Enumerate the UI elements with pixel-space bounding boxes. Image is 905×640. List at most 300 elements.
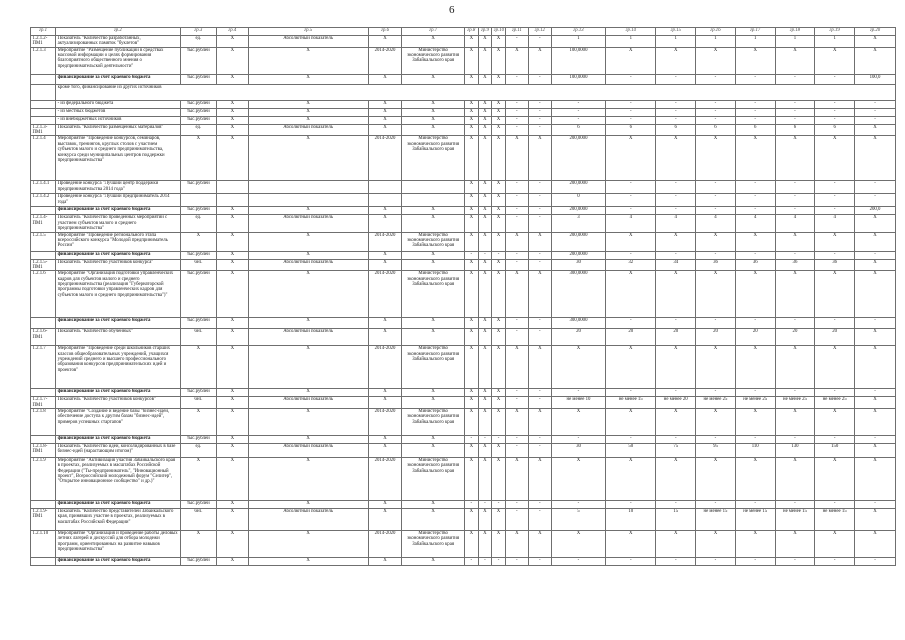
cell-value: не менее 25 [775, 397, 815, 409]
cell-value: X [478, 136, 492, 181]
cell-value: X [505, 457, 528, 500]
cell-name: Мероприятие "Создание и ведение базы "бизнес-идей, обеспечение доступа к другим базам "бизнес-идей", примеров успешных стартапов" [56, 408, 180, 435]
cell-value: тыс.рублей [180, 100, 217, 108]
cell-value: - [696, 251, 736, 259]
cell-value: тыс.рублей [180, 557, 217, 565]
cell-value: 2014-2020 [368, 408, 401, 435]
cell-value: X [465, 124, 479, 136]
cell-value: X [478, 508, 492, 530]
cell-value: X [775, 136, 815, 181]
cell-value: X [855, 457, 896, 500]
cell-value: X [656, 47, 696, 74]
cell-value: - [815, 194, 855, 207]
cell-value: X [492, 116, 506, 124]
table-row [31, 408, 896, 435]
cell-value: X [478, 207, 492, 215]
cell-value: тыс.рублей [180, 108, 217, 116]
cell-code: 1.2.1.7 [31, 346, 56, 389]
cell-value: - [735, 251, 775, 259]
cell-name: Мероприятие "Активизация участия Забайкальского края в проектах, реализуемых в масштабах Российской Федерации ("Ты-предприниматель", "Инновационный проект", Всероссийский молодежный форум "Селигер", "Открытое инновационное сообщество" и др.)" [56, 457, 180, 500]
cell-value: - [505, 500, 528, 508]
cell-name: Мероприятие "Проведение регионального этапа всероссийского конкурса "Молодой предприниматель России" [56, 232, 180, 251]
cell-value: X [465, 108, 479, 116]
cell-value: X [492, 36, 506, 48]
cell-value: X [735, 530, 775, 557]
cell-value: X [696, 408, 736, 435]
cell-value: X [180, 457, 217, 500]
cell-name: Проведение конкурса "Лучший предприниматель 2014 года" [56, 194, 180, 207]
cell-value: X [606, 271, 656, 318]
cell-value: - [696, 194, 736, 207]
cell-value: X [735, 271, 775, 318]
cell-code: 1.2.1.9-ПМ1 [31, 508, 56, 530]
cell-value: X [465, 100, 479, 108]
cell-value: X [248, 408, 368, 435]
cell-value: X [248, 251, 368, 259]
cell-value: - [855, 251, 896, 259]
cell-value: - [492, 435, 506, 443]
cell-value: X [815, 232, 855, 251]
cell-value: X [217, 116, 248, 124]
table-row [31, 457, 896, 500]
cell-value: - [696, 435, 736, 443]
cell-value: X [402, 207, 465, 215]
cell-value: X [248, 108, 368, 116]
cell-value: - [505, 36, 528, 48]
cell-value: X [855, 530, 896, 557]
cell-value: X [696, 47, 736, 74]
cell-value: X [402, 500, 465, 508]
cell-value: X [492, 318, 506, 329]
column-header: гр.6 [368, 28, 401, 36]
cell-value: X [248, 457, 368, 500]
cell-value: X [606, 530, 656, 557]
table-row [31, 194, 896, 207]
cell-value: X [855, 508, 896, 530]
cell-name: Мероприятие "Организация подготовки управленческих кадров для субъектов малого и среднего предпринимательства (реализация "Губернаторской программы подготовки управленческих кадров для субъектов малого и среднего предпринимательства")" [56, 271, 180, 318]
cell-value: - [656, 116, 696, 124]
table-row [31, 100, 896, 108]
cell-value: - [775, 108, 815, 116]
cell-value: 150 [815, 443, 855, 457]
cell-value: - [606, 318, 656, 329]
cell-value: 32 [606, 259, 656, 271]
cell-value: X [465, 457, 479, 500]
cell-code: 1.2.1.5 [31, 232, 56, 251]
cell-value: X [465, 443, 479, 457]
cell-value: - [735, 74, 775, 84]
cell-value: X [492, 124, 506, 136]
cell-value: - [528, 215, 551, 232]
cell-value: - [775, 500, 815, 508]
cell-value: - [855, 194, 896, 207]
cell-value [248, 194, 368, 207]
cell-value: X [402, 443, 465, 457]
cell-value: - [775, 207, 815, 215]
cell-value: - [505, 259, 528, 271]
cell-value: - [775, 194, 815, 207]
cell-value: тыс.рублей [180, 389, 217, 397]
cell-value: - [528, 100, 551, 108]
cell-value: X [492, 530, 506, 557]
cell-value: X [402, 215, 465, 232]
cell-value: X [248, 47, 368, 74]
cell-value: - [656, 100, 696, 108]
cell-name: Показатель "Количество представителей Забайкальского края, принявших участие в проектах, реализуемых в масштабах Российской Федерации" [56, 508, 180, 530]
cell-value: X [402, 108, 465, 116]
cell-value: 50 [606, 443, 656, 457]
cell-value: - [815, 108, 855, 116]
cell-value: X [775, 271, 815, 318]
cell-value: не менее 15 [696, 508, 736, 530]
cell-value: 4 [656, 215, 696, 232]
cell-value: X [248, 557, 368, 565]
cell-value: - [735, 500, 775, 508]
cell-value: - [465, 500, 479, 508]
cell-value: X [217, 389, 248, 397]
cell-value: - [735, 181, 775, 194]
cell-value: X [696, 346, 736, 389]
cell-code [31, 100, 56, 108]
cell-value: - [775, 389, 815, 397]
cell-value: X [478, 259, 492, 271]
cell-value: X [492, 181, 506, 194]
cell-value: Министерство экономического развития Забайкальского края [402, 408, 465, 435]
cell-value: - [606, 108, 656, 116]
cell-value: - [505, 329, 528, 346]
cell-value: - [505, 251, 528, 259]
cell-value: X [855, 259, 896, 271]
cell-name: финансирование за счет краевого бюджета [56, 500, 180, 508]
cell-value: X [492, 346, 506, 389]
cell-value: X [478, 397, 492, 409]
cell-value: - [492, 251, 506, 259]
cell-value: X [478, 124, 492, 136]
cell-value: - [465, 251, 479, 259]
financing-row [31, 74, 896, 84]
cell-value: - [528, 557, 551, 565]
cell-name: Мероприятие "Проведение конкурсов, семинаров, выставок, тренингов, круглых столов с участием субъектов малого и среднего предпринимательства, конкурса среди муниципальных центров поддержки предпринимательства" [56, 136, 180, 181]
cell-value: - [606, 116, 656, 124]
cell-value: X [492, 108, 506, 116]
cell-value: 1 [735, 36, 775, 48]
cell-value: 2014-2020 [368, 457, 401, 500]
cell-value: X [402, 116, 465, 124]
cell-value: - [505, 100, 528, 108]
cell-value: не менее 25 [696, 397, 736, 409]
financing-row [31, 251, 896, 259]
cell-value: X [606, 136, 656, 181]
cell-value: X [248, 207, 368, 215]
cell-value: X [528, 232, 551, 251]
cell-value: - [815, 116, 855, 124]
cell-value: Министерство экономического развития Забайкальского края [402, 457, 465, 500]
cell-code [31, 435, 56, 443]
cell-value: X [606, 457, 656, 500]
cell-value: X [551, 530, 605, 557]
cell-value: Абсолютный показатель [248, 36, 368, 48]
cell-value: тыс.рублей [180, 318, 217, 329]
cell-value: X [180, 346, 217, 389]
cell-value: X [528, 408, 551, 435]
cell-value: 1 [815, 36, 855, 48]
table-row [31, 508, 896, 530]
cell-value: X [855, 47, 896, 74]
cell-value: X [248, 74, 368, 84]
cell-value: - [735, 108, 775, 116]
cell-value: X [248, 500, 368, 508]
cell-value: не менее 15 [775, 508, 815, 530]
cell-value: X [478, 47, 492, 74]
cell-value: 100,0000 [551, 47, 605, 74]
cell-name: Показатель "Количество проведенных мероприятий с участием субъектов малого и среднего предпринимательства" [56, 215, 180, 232]
cell-value: - [735, 435, 775, 443]
column-header: гр.8 [465, 28, 479, 36]
cell-value: 1 [656, 36, 696, 48]
cell-value: - [505, 397, 528, 409]
cell-value: X [656, 271, 696, 318]
table-row [31, 136, 896, 181]
column-header: гр.15 [656, 28, 696, 36]
cell-value: X [217, 232, 248, 251]
cell-value: - [775, 435, 815, 443]
cell-value: X [402, 508, 465, 530]
cell-value: - [735, 100, 775, 108]
cell-value: чел. [180, 329, 217, 346]
cell-value: тыс.рублей [180, 271, 217, 318]
cell-value: X [402, 124, 465, 136]
cell-value: - [815, 100, 855, 108]
cell-value: X [492, 389, 506, 397]
cell-value: X [656, 530, 696, 557]
cell-value: 1 [696, 36, 736, 48]
cell-value: X [368, 329, 401, 346]
cell-value: X [402, 557, 465, 565]
cell-code [31, 389, 56, 397]
cell-value: чел. [180, 397, 217, 409]
cell-value: X [505, 232, 528, 251]
cell-value: X [248, 136, 368, 181]
cell-value: 20 [551, 329, 605, 346]
cell-value: 75 [656, 443, 696, 457]
cell-value: - [465, 557, 479, 565]
cell-value: 100,0000 [551, 74, 605, 84]
cell-value: - [606, 500, 656, 508]
cell-value: X [775, 232, 815, 251]
cell-value: тыс.рублей [180, 74, 217, 84]
cell-value: X [217, 557, 248, 565]
cell-value: X [505, 136, 528, 181]
cell-value: - [528, 181, 551, 194]
cell-name: Мероприятие "Проведение среди школьников старших классов общеобразовательных учреждений, учащихся учреждений среднего и высшего профессионального образования конкурсов предпринимательских идей и проектов" [56, 346, 180, 389]
column-header: гр.13 [551, 28, 605, 36]
cell-code [31, 108, 56, 116]
cell-value: X [492, 259, 506, 271]
table-row [31, 181, 896, 194]
cell-value: - [855, 318, 896, 329]
cell-value: - [528, 36, 551, 48]
cell-value: - [855, 557, 896, 565]
cell-value: - [696, 116, 736, 124]
cell-value: X [248, 389, 368, 397]
cell-value: 6 [656, 124, 696, 136]
cell-value: X [492, 408, 506, 435]
cell-value: - [528, 251, 551, 259]
cell-value: X [465, 389, 479, 397]
cell-value: - [735, 116, 775, 124]
financing-row [31, 435, 896, 443]
table-row [31, 108, 896, 116]
cell-code [31, 500, 56, 508]
cell-value: X [528, 346, 551, 389]
cell-value: X [478, 181, 492, 194]
cell-name: финансирование за счет краевого бюджета [56, 389, 180, 397]
cell-value: X [402, 251, 465, 259]
cell-value: - [528, 194, 551, 207]
cell-value: X [696, 136, 736, 181]
table-row [31, 397, 896, 409]
cell-value: X [855, 408, 896, 435]
cell-value: X [478, 108, 492, 116]
cell-value: - [696, 108, 736, 116]
cell-value: - [855, 108, 896, 116]
cell-value: X [248, 116, 368, 124]
column-header: гр.5 [248, 28, 368, 36]
cell-value: X [478, 36, 492, 48]
cell-name: финансирование за счет краевого бюджета [56, 251, 180, 259]
cell-value: - [656, 389, 696, 397]
cell-value: X [478, 329, 492, 346]
cell-value: 20 [696, 329, 736, 346]
cell-value: X [217, 215, 248, 232]
cell-value: X [855, 271, 896, 318]
cell-code: 1.2.1.6 [31, 271, 56, 318]
cell-value: X [180, 408, 217, 435]
cell-value: X [478, 232, 492, 251]
cell-value: - [735, 557, 775, 565]
cell-value: тыс.рублей [180, 251, 217, 259]
cell-value: 130 [775, 443, 815, 457]
cell-value: - [606, 100, 656, 108]
cell-value: - [478, 251, 492, 259]
column-header: гр.12 [528, 28, 551, 36]
cell-value: - [855, 116, 896, 124]
cell-value: X [775, 457, 815, 500]
cell-value: 4 [735, 215, 775, 232]
cell-value: X [368, 397, 401, 409]
cell-code: 1.2.1.10 [31, 530, 56, 557]
cell-value: X [492, 74, 506, 84]
cell-value: 200,0000 [551, 232, 605, 251]
cell-value: 1 [775, 36, 815, 48]
cell-value [402, 181, 465, 194]
cell-value: тыс.рублей [180, 435, 217, 443]
cell-value: 0 [551, 194, 605, 207]
cell-value: - [606, 74, 656, 84]
cell-value: X [248, 100, 368, 108]
cell-value: - [465, 435, 479, 443]
cell-value: - [528, 74, 551, 84]
cell-value: Министерство экономического развития Забайкальского края [402, 136, 465, 181]
cell-value: 200,0000 [551, 181, 605, 194]
cell-value: 1 [551, 36, 605, 48]
cell-value: X [402, 318, 465, 329]
cell-value: 15 [656, 508, 696, 530]
cell-value: 36 [815, 259, 855, 271]
cell-value: - [505, 508, 528, 530]
cell-value: - [735, 194, 775, 207]
cell-value: X [180, 530, 217, 557]
cell-value: X [402, 397, 465, 409]
cell-value: 36 [696, 259, 736, 271]
cell-value: X [775, 346, 815, 389]
table-row [31, 124, 896, 136]
column-header: гр.9 [478, 28, 492, 36]
cell-value: X [465, 74, 479, 84]
cell-value: - [505, 74, 528, 84]
cell-value: X [696, 232, 736, 251]
cell-value: X [402, 74, 465, 84]
cell-value: X [478, 346, 492, 389]
cell-value: 6 [815, 124, 855, 136]
cell-value: - [606, 181, 656, 194]
cell-value: 20 [606, 329, 656, 346]
cell-value: - [528, 397, 551, 409]
cell-value: X [478, 457, 492, 500]
cell-name: Показатель "Количество обученных" [56, 329, 180, 346]
cell-value: Министерство экономического развития Забайкальского края [402, 530, 465, 557]
cell-value: тыс.рублей [180, 116, 217, 124]
cell-value: X [402, 435, 465, 443]
cell-value: X [368, 508, 401, 530]
cell-value: - [656, 194, 696, 207]
cell-value: 4 [815, 215, 855, 232]
cell-value: X [815, 271, 855, 318]
cell-code: 1.2.1.5-ПМ1 [31, 259, 56, 271]
cell-code: 1.2.1.6-ПМ1 [31, 329, 56, 346]
cell-value: - [775, 318, 815, 329]
cell-value: X [696, 530, 736, 557]
cell-value: - [656, 74, 696, 84]
cell-value: - [656, 318, 696, 329]
cell-value: X [855, 36, 896, 48]
table-row [31, 346, 896, 389]
cell-value: - [505, 318, 528, 329]
cell-value: - [606, 251, 656, 259]
cell-value: X [735, 232, 775, 251]
cell-value: - [815, 181, 855, 194]
cell-value: - [505, 215, 528, 232]
cell-value: X [505, 47, 528, 74]
cell-code [31, 84, 56, 100]
cell-value: ед. [180, 36, 217, 48]
cell-value: X [492, 443, 506, 457]
cell-value: - [505, 124, 528, 136]
financing-row [31, 500, 896, 508]
cell-value: - [551, 100, 605, 108]
cell-value: X [368, 500, 401, 508]
cell-value: X [465, 408, 479, 435]
cell-value: Министерство экономического развития Забайкальского края [402, 232, 465, 251]
cell-value: - [551, 557, 605, 565]
cell-value: X [735, 47, 775, 74]
cell-value: X [217, 100, 248, 108]
cell-value: - [815, 207, 855, 215]
cell-value: X [368, 207, 401, 215]
cell-name: финансирование за счет краевого бюджета [56, 435, 180, 443]
cell-value: X [217, 435, 248, 443]
program-table [30, 27, 896, 566]
